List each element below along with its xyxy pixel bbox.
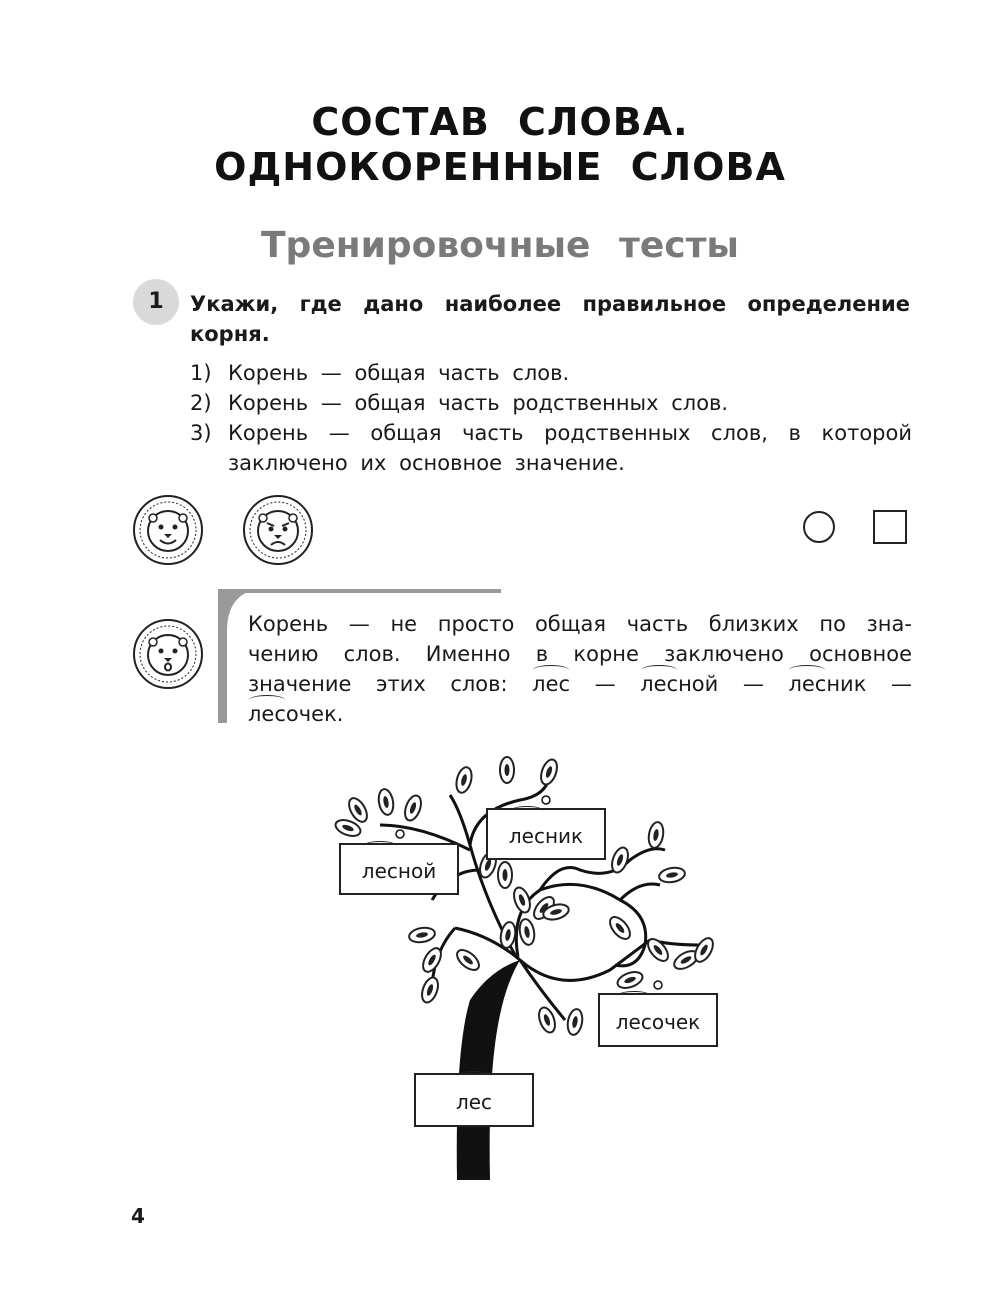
title-line-1: СОСТАВ СЛОВА. bbox=[311, 100, 689, 144]
word-box-lesnoy bbox=[339, 843, 459, 895]
answer-square[interactable] bbox=[873, 510, 907, 544]
root-mark: лес bbox=[362, 845, 398, 897]
info-frame-top bbox=[218, 589, 501, 593]
subtitle: Тренировочные тесты bbox=[261, 225, 739, 266]
dash: — bbox=[742, 672, 764, 696]
root-mark: лес bbox=[509, 810, 545, 862]
option-number: 2) bbox=[190, 391, 212, 415]
option-2[interactable] bbox=[190, 388, 912, 418]
word-rest: ной bbox=[678, 672, 719, 696]
option-number: 3) bbox=[190, 421, 212, 445]
task-number-badge: 1 bbox=[133, 279, 179, 325]
info-line-2: чению слов. Именно в корне заключено основное bbox=[248, 642, 912, 666]
root-explanation bbox=[248, 609, 912, 729]
option-text: Корень — общая часть слов. bbox=[228, 361, 570, 385]
info-line-1: Корень — не просто общая часть близких по зна- bbox=[248, 612, 912, 636]
root-mark: лес bbox=[456, 1075, 492, 1129]
root-mark: лес bbox=[532, 669, 570, 699]
info-line-3-prefix: значение этих слов: bbox=[248, 672, 508, 696]
word-rest: очек bbox=[651, 1010, 701, 1034]
word-box-les bbox=[414, 1073, 534, 1127]
option-3[interactable] bbox=[190, 418, 912, 478]
answer-options bbox=[190, 358, 912, 478]
period: . bbox=[336, 702, 344, 726]
answer-circle[interactable] bbox=[803, 511, 835, 543]
root-mark: лес bbox=[248, 699, 286, 729]
title-line-2: ОДНОКОРЕННЫЕ СЛОВА bbox=[214, 145, 786, 189]
word-box-lesochek bbox=[598, 993, 718, 1047]
word-rest: очек bbox=[285, 702, 337, 726]
lion-neutral-icon bbox=[132, 618, 204, 690]
word-rest: ник bbox=[544, 824, 584, 848]
root-mark: лес bbox=[640, 669, 678, 699]
lion-sad-icon bbox=[242, 494, 314, 566]
page-number: 4 bbox=[131, 1204, 145, 1228]
word-box-lesnik bbox=[486, 808, 606, 860]
root-mark: лес bbox=[788, 669, 826, 699]
option-1[interactable] bbox=[190, 358, 912, 388]
word-rest: ной bbox=[397, 859, 437, 883]
option-text: Корень — общая часть родственных слов. bbox=[228, 391, 729, 415]
lion-happy-icon bbox=[132, 494, 204, 566]
word-rest: ник bbox=[826, 672, 867, 696]
info-line-4 bbox=[248, 699, 912, 729]
option-text: Корень — общая часть родственных слов, в которой заключено их основное значение. bbox=[228, 421, 912, 475]
root-mark: лес bbox=[616, 995, 652, 1049]
dash: — bbox=[890, 672, 912, 696]
info-line-3 bbox=[248, 669, 912, 699]
dash: — bbox=[594, 672, 616, 696]
option-number: 1) bbox=[190, 361, 212, 385]
task-question: Укажи, где дано наиболее правильное определение корня. bbox=[190, 292, 910, 346]
